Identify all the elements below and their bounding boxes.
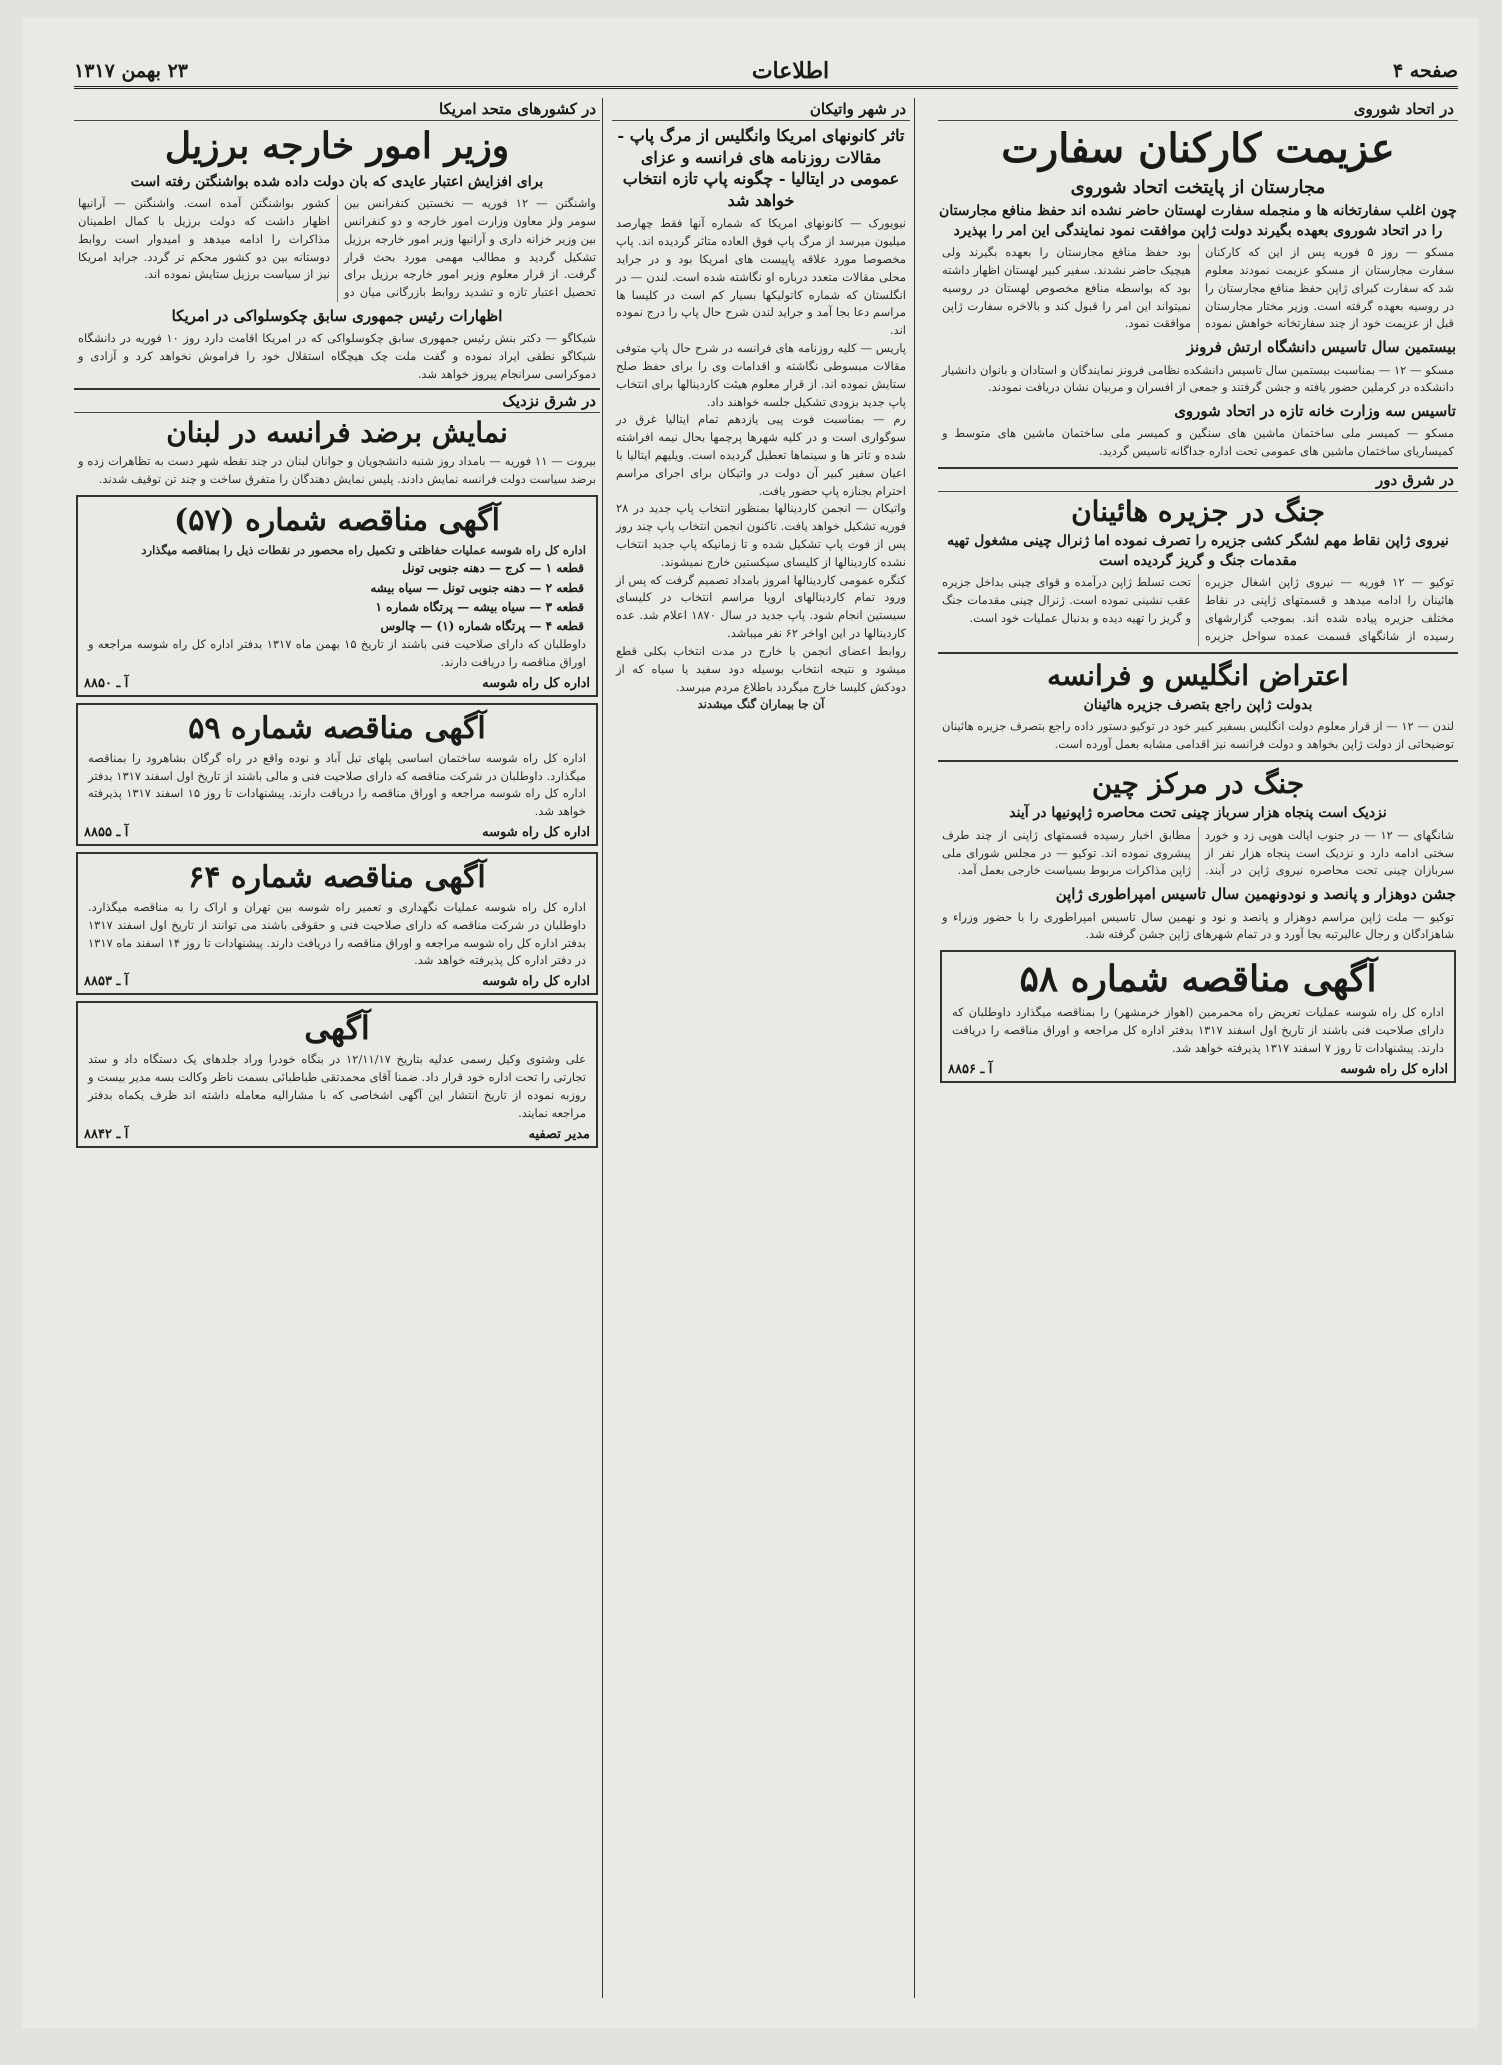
ad-body: داوطلبان که دارای صلاحیت فنی باشند از تاریخ ۱۵ بهمن ماه ۱۳۱۷ بدفتر اداره کل راه شوسه مراجعه و اوراق مناقصه را دریافت دارند. <box>88 637 587 669</box>
subhead-benes: اظهارات رئیس جمهوری سابق چکوسلواکی در امریکا <box>171 307 503 326</box>
tender-ad-64 <box>76 852 598 995</box>
ad-title: آگهی مناقصه شماره ۵۸ <box>1019 958 1377 1001</box>
lede-embassy: چون اغلب سفارتخانه ها و منجمله سفارت لهستان حاضر نشده اند حفظ منافع مجارستان را در اتحاد شوروی بعهده بگیرند دولت ژاپن موافقت نمود نمایندگی این امر را بپذیرد <box>939 203 1457 239</box>
ad-issuer: اداره کل راه شوسه <box>482 675 590 691</box>
headline-pope: تاثر کانونهای امریکا وانگلیس از مرگ پاپ - مقالات روزنامه های فرانسه و عزای عمومی در ایتالیا - چگونه پاپ تازه انتخاب خواهد شد <box>617 126 905 210</box>
paper-name: اطلاعات <box>751 58 830 84</box>
article-pope-5: کنگره عمومی کاردینالها امروز بامداد تصمیم گرفت که پس از ورود تمام کاردینالهای اروپا مراسم انتخاب در کلیسای سیستین انجام شود. پاپ جدید در سال ۱۸۷۰ اعلام شد. عده کاردینالها در این اواخر ۶۲ نفر میباشد. <box>616 572 906 641</box>
tender-ad-58 <box>940 950 1456 1082</box>
article-brazil-1: واشنگتن — ۱۲ فوریه — نخستین کنفرانس بین سومر ولز معاون وزارت امور خارجه و دو کنفرانس بین وزیر خزانه داری و آرانیها وزیر امور خارجه برزیل تشکیل گردید و مطالب مهمی مورد بحث قرار گرفت. از قرار معلوم وزیر امور خارجه برزیل برای تحصیل اعتبار تازه و تشدید روابط بازرگانی میان دو کشور بواشنگتن آمده است. <box>183 196 596 300</box>
headline-brazil: وزیر امور خارجه برزیل <box>164 125 510 167</box>
subhead-embassy: مجارستان از پایتخت اتحاد شوروی <box>1070 177 1326 198</box>
masthead <box>74 56 1458 89</box>
column-rule-left <box>602 98 603 1998</box>
subhead-japan-anniversary: جشن دوهزار و پانصد و نودونهمین سال تاسیس امپراطوری ژاپن <box>1055 885 1456 904</box>
article-lebanon: بیروت — ۱۱ فوریه — بامداد روز شنبه دانشجویان و جوانان لبنان در چند نقطه شهر دست به تظاهرات زده و برضد سیاست دولت فرانسه نمایش دادند. پلیس نمایش دهندگان را متفرق ساخت و چند تن توقیف شدند. <box>78 453 596 486</box>
ad-lots <box>84 559 590 636</box>
section-kicker-usa: در کشورهای متحد امریکا <box>74 98 600 121</box>
ad-lot: قطعه ۱ — کرج — دهنه جنوبی تونل <box>402 561 584 576</box>
article-brazil <box>74 195 600 302</box>
ad-body: اداره کل راه شوسه ساختمان اساسی پلهای تیل آباد و نوده واقع در راه گرگان بشاهرود را بمناقصه میگذارد. داوطلبان در شرکت مناقصه که دارای صلاحیت فنی و مالی باشند از تاریخ اول اسفند ۱۳۱۷ بدفتر اداره کل راه شوسه مراجعه و اوراق مناقصه را دریافت دارند. پیشنهادات تا روز ۱۵ اسفند ۱۳۱۷ پذیرفته خواهد شد. <box>88 750 586 819</box>
article-hainan: توکیو — ۱۲ فوریه — نیروی ژاپن اشغال جزیره هائینان را ادامه میدهد و قسمتهای ژاپنی در نقاط مختلف جزیره پیاده شده اند. بموجب گزارشهای رسیده از شانگهای قسمت عمده سواحل جزیره تحت تسلط ژاپن درآمده و قوای چینی بداخل جزیره عقب نشینی نموده است. ژنرال چینی مقدمات جنگ و گریز را تهیه دیده و بدنبال عملیات خود است. <box>942 575 1454 643</box>
article-frunze: مسکو — ۱۲ — بمناسبت بیستمین سال تاسیس دانشکده نظامی فرونز نمایندگان و استادان و بانوان دانشیار دانشکده در کرملین حضور یافته و جشن گرفتند و جمعی از افسران و مربیان نشان دریافت نمودند. <box>942 362 1454 395</box>
ad-body: اداره کل راه شوسه عملیات نگهداری و تعمیر راه شوسه بین تهران و اراک را به مناقصه میگذارد. داوطلبان در شرکت مناقصه که دارای صلاحیت فنی و حقوقی باشند می توانند از تاریخ اول اسفند ۱۳۱۷ بدفتر اداره کل راه شوسه مراجعه و اوراق مناقصه را دریافت دارند. پیشنهادات تا روز ۱۴ اسفند ماه ۱۳۱۷ در دفتر اداره کل پذیرفته خواهد شد. <box>88 900 586 968</box>
article-pope-3: رم — بمناسبت فوت پیی یازدهم تمام ایتالیا غرق در سوگواری است و در کلیه شهرها پرچمها بحال نیمه افراشته شده و تاتر ها و سینماها تعطیل گردیده است. ویلیهم ایتالیا با اعیان سفیر کبیر آن دولت در واتیکان برای اجرای مراسم احترام بجنازه پاپ حضور یافت. <box>616 412 906 498</box>
middle-column <box>612 98 910 1998</box>
article-pope-end: آن جا بیماران گنگ میشدند <box>697 697 825 712</box>
article-japan-anniversary: توکیو — ملت ژاپن مراسم دوهزار و پانصد و نود و نهمین سال تاسیس امپراطوری را با حضور وزراء و شاهزادگان و رجال عالیرتبه بجا آورد و در تمام شهرهای ژاپن جشن گرفته شد. <box>942 909 1454 942</box>
lede-brazil: برای افزایش اعتبار عایدی که بان دولت داده شده بواشنگتن رفته است <box>130 173 544 190</box>
divider <box>938 760 1458 762</box>
tender-ad-59 <box>76 703 598 846</box>
headline-hainan: جنگ در جزیره هائینان <box>1071 495 1325 528</box>
ad-title: آگهی مناقصه شماره (۵۷) <box>174 502 500 538</box>
subhead-frunze: بیستمین سال تاسیس دانشگاه ارتش فرونز <box>1186 338 1456 357</box>
article-pope-4: واتیکان — انجمن کاردینالها بمنظور انتخاب پاپ جدید در ۲۸ فوریه تشکیل خواهد یافت. تاکنون انجمن انتخاب پاپ چند روز پس از فوت پاپ تشکیل شده و تا زمانیکه پاپ جدید انتخاب نشده کاردینالها از کلیسای سیکستین خارج نمیشوند. <box>616 501 906 569</box>
column-rule-right <box>914 98 915 1998</box>
section-kicker-vatican: در شهر واتیکان <box>612 98 910 121</box>
ad-body: علی وشتوی وکیل رسمی عدلیه بتاریخ ۱۲/۱۱/۱۷ در بنگاه خودرا وراد جلدهای یک دستگاه داد و ستد تجارتی را تحت اداره خود قرار داد. ضمنا آقای محمدتقی طباطبائی بسمت ناظر وکالت بسه مدیر بیست و روزبه نموده از تاریخ انتشار این آگهی اشخاصی که با مشارالیه معامله داشته اند ظرف یکماه بدفتر مراجعه نمایند. <box>88 1052 586 1120</box>
ad-title: آگهی مناقصه شماره ۵۹ <box>188 710 486 746</box>
ad-lot: قطعه ۴ — پرتگاه شماره (۱) — چالوس <box>380 618 584 633</box>
page-number: صفحه ۴ <box>1392 60 1458 82</box>
ad-number: آ ـ ۸۸۵۵ <box>84 825 129 840</box>
article-benes: شیکاگو — دکتر بنش رئیس جمهوری سابق چکوسلواکی که در امریکا اقامت دارد روز ۱۰ فوریه در دانشگاه شیکاگو نطقی ایراد نموده و گفت ملت چک هیچگاه استقلال خود را فراموش نخواهد کرد و آزادی و دموکراسی سرانجام پیروز خواهد شد. <box>78 331 597 381</box>
headline-protest: اعتراض انگلیس و فرانسه <box>1047 658 1349 692</box>
ad-intro: اداره کل راه شوسه عملیات حفاظتی و تکمیل راه محصور در نقطات ذیل را بمناقصه میگذارد <box>141 542 586 557</box>
ad-issuer: مدیر تصفیه <box>528 1126 590 1142</box>
lede-protest: بدولت ژاپن راجع بتصرف جزیره هائینان <box>1083 696 1313 713</box>
ad-number: آ ـ ۸۸۵۰ <box>84 675 129 691</box>
left-column <box>74 98 600 1998</box>
lede-central-china: نزدیک است پنجاه هزار سرباز چینی تحت محاصره ژاپونیها در آیند <box>1009 805 1387 822</box>
section-kicker: در اتحاد شوروی <box>938 98 1458 121</box>
ad-footer <box>84 825 590 840</box>
article-embassy: مسکو — روز ۵ فوریه پس از این که کارکنان سفارت مجارستان از مسکو عزیمت نمودند معلوم شد که سفارت کبرای ژاپن حفظ منافع مجارستان را در روسیه بعهده گرفته است. وزیر مختار مجارستان قبل از عزیمت خود از چند سفارتخانه خواهش نموده بود حفظ منافع مجارستان را بعهده بگیرند ولی هیچیک حاضر نشدند. سفیر کبیر لهستان اظهار داشته بود که بواسطه منافع مخصوص لهستان در روسیه نمیتواند این امر را قبول کند و بالاخره سفارت ژاپن موافقت نمود. <box>942 245 1454 331</box>
ad-number: آ ـ ۸۸۵۳ <box>84 974 129 990</box>
headline-lebanon: نمایش برضد فرانسه در لبنان <box>166 415 508 449</box>
ad-footer <box>948 1062 1448 1077</box>
article-pope-6: روابط اعضای انجمن با خارج در مدت انتخاب بکلی قطع میشود و نتیجه انتخاب بوسیله دود سفید یا سیاه که از دودکش کلیسا خارج میگردد باطلاع مردم میرسد. <box>616 643 906 694</box>
ad-issuer: اداره کل راه شوسه <box>1340 1061 1448 1077</box>
article-protest: لندن — ۱۲ — از قرار معلوم دولت انگلیس بسفیر کبیر خود در توکیو دستور داده راجع بتصرف جزیره هائینان توضیحاتی از دولت ژاپن بخواهد و دولت فرانسه نیز اقدامی مشابه بعمل آورده است. <box>942 719 1454 752</box>
ad-footer <box>84 676 590 691</box>
headline-central-china: جنگ در مرکز چین <box>1091 767 1305 801</box>
notice-ad <box>76 1001 598 1147</box>
ad-title: آگهی <box>304 1009 370 1048</box>
newspaper-page <box>22 18 1478 2028</box>
ad-body: اداره کل راه شوسه عملیات تعریض راه محمرمین (اهواز خرمشهر) را بمناقصه میگذارد داوطلبان که دارای صلاحیت فنی باشند از تاریخ اول اسفند ۱۳۱۷ بدفتر اداره کل مراجعه و اوراق مناقصه را دریافت دارند. پیشنهادات تا روز ۷ اسفند ۱۳۱۷ پذیرفته خواهد شد. <box>952 1005 1444 1055</box>
article-central-china: شانگهای — ۱۲ — در جنوب ایالت هوپی زد و خورد سختی ادامه دارد و نزدیک است پنجاه هزار نفر از سربازان چینی تحت محاصره نیروی ژاپن در آیند. مطابق اخبار رسیده قسمتهای ژاپنی از چند طرف پیشروی نموده اند. توکیو — در مجلس شورای ملی ژاپن مذاکرات مربوط بسیاست خارجی بعمل آمد. <box>942 827 1454 878</box>
divider <box>938 652 1458 654</box>
ad-footer <box>84 1127 590 1142</box>
right-column <box>938 98 1458 1998</box>
article-brazil-2: واشنگتن — آرانیها اظهار داشت که دولت برزیل با کمال اطمینان مذاکرات را ادامه میدهد و امیدوار است روابط دوستانه بین دو کشور محکم تر گردد. جراید امریکا نیز از سیاست برزیل ستایش نموده اند. <box>78 196 330 282</box>
subhead-ministries: تاسیس سه وزارت خانه تازه در اتحاد شوروی <box>1174 402 1456 421</box>
issue-date: ۲۳ بهمن ۱۳۱۷ <box>74 60 188 82</box>
article-ministries: مسکو — کمیسر ملی ساختمان ماشین های سنگین و کمیسر ملی ساختمان ماشین های متوسط و کمیساریای ساختمان ماشین های عمومی تحت اداره جداگانه تاسیس گردید. <box>942 426 1454 459</box>
article-pope-2: پاریس — کلیه روزنامه های فرانسه در شرح حال پاپ متوفی مقالات مبسوطی نگاشته و اقدامات وی را برای حفظ صلح ستایش نموده اند. از قرار معلوم هیئت کاردینالها برای انتخاب پاپ جدید بزودی تشکیل جلسه خواهند داد. <box>616 341 906 409</box>
ad-lot: قطعه ۲ — دهنه جنوبی تونل — سیاه بیشه <box>370 580 584 595</box>
ad-number: آ ـ ۸۸۴۲ <box>84 1126 129 1142</box>
headline-embassy: عزیمت کارکنان سفارت <box>1001 125 1395 172</box>
section-kicker-near-east: در شرق نزدیک <box>74 388 600 413</box>
ad-footer <box>84 974 590 989</box>
ad-lot: قطعه ۳ — سیاه بیشه — پرتگاه شماره ۱ <box>375 599 584 614</box>
article-pope-1: نیویورک — کانونهای امریکا که شماره آنها فقط چهارصد میلیون میرسد از مرگ پاپ فوق العاده متاثر گردیده اند. پاپ مخصوصا مورد علاقه پاپیست های امریکا بود و در جراید محلی مقالات متعدد درباره او نگاشته شده است. لندن — در انگلستان که شماره کاتولیکها بسیار کم است در کلیسا ها مراسم دعا بجا آمد و جراید لندن شرح حال پاپ را درج نموده اند. <box>616 216 906 338</box>
ad-number: آ ـ ۸۸۵۶ <box>948 1061 993 1077</box>
ad-issuer: اداره کل راه شوسه <box>482 974 590 990</box>
ad-title: آگهی مناقصه شماره ۶۴ <box>188 860 486 895</box>
lede-hainan: نیروی ژاپن نقاط مهم لشگر کشی جزیره را تصرف نموده اما ژنرال چینی مشغول تهیه مقدمات جنگ و گریز گردیده است <box>947 533 1449 569</box>
ad-issuer: اداره کل راه شوسه <box>482 825 590 840</box>
section-kicker-far-east: در شرق دور <box>938 467 1458 492</box>
tender-ad-57 <box>76 495 598 697</box>
